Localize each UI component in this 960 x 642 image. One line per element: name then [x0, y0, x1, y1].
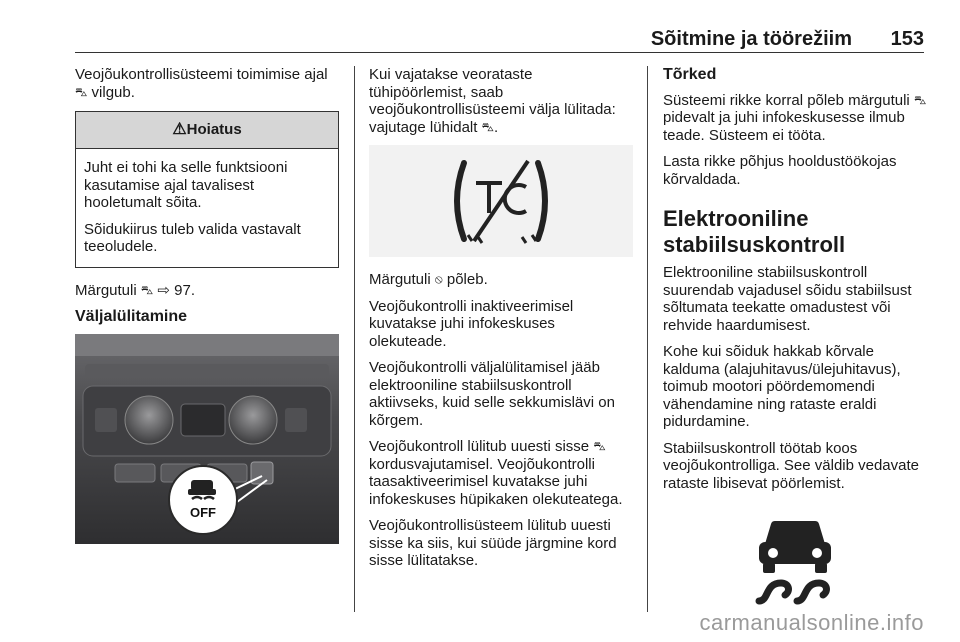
- section-title: Sõitmine ja töörežiim: [650, 28, 852, 50]
- arrow-crossref-icon: ⇨: [157, 281, 170, 299]
- skid-car-icon: [745, 509, 845, 609]
- column-1: [75, 66, 339, 544]
- skid-car-icon: ⛍: [481, 119, 494, 134]
- skid-car-icon: ⛍: [75, 84, 88, 99]
- paragraph: Veojõukontrolli väljalülitamisel jääb elektrooniline stabiilsuskontroll aktiivseks, kuid selle sekkumislävi on kõrgem.: [369, 359, 615, 429]
- column-divider: [647, 66, 648, 612]
- warning-header: [76, 112, 338, 149]
- page-number: 153: [890, 28, 924, 50]
- paragraph: Kohe kui sõiduk hakkab kõrvale kalduma (alajuhitavus/ülejuhitavus), toimub mootori pöördemomendi vähendamine ning rataste eraldi pidurdamine.: [663, 343, 901, 430]
- paragraph: Veojõukontroll lülitub uuesti sisse ⛍ kordusvajutamisel. Veojõukontrolli taasaktiveerimisel kuvatakse juhi infokeskuses hüpikaken olekuteatega.: [369, 438, 623, 508]
- warning-body: [76, 149, 338, 267]
- section-heading: Väljalülitamine: [75, 308, 188, 325]
- paragraph: Kui vajatakse veorataste tühipöörlemist, saab veojõukontrollisüsteemi välja lülitada: vajutage lühidalt ⛍.: [369, 66, 616, 136]
- paragraph: Veojõukontrolli inaktiveerimisel kuvatakse juhi infokeskuses olekuteade.: [369, 297, 574, 350]
- warning-box: [75, 111, 339, 268]
- skid-car-icon: ⛍: [913, 92, 927, 107]
- tc-off-symbol-image: [369, 145, 633, 257]
- paragraph: Elektrooniline stabiilsuskontroll suurendab vajadusel sõidu stabiilsust sõltumata teekatte omadustest või rehvide haardumisest.: [663, 264, 912, 334]
- column-divider: [354, 66, 355, 612]
- paragraph: Süsteemi rikke korral põleb märgutuli ⛍ pidevalt ja juhi infokeskusesse ilmub teade. Süsteem ei tööta.: [663, 91, 927, 144]
- page-header: [75, 22, 924, 53]
- dashboard-illustration: [75, 334, 339, 544]
- skid-car-icon: ⛍: [593, 439, 606, 453]
- esc-symbol-image: [663, 506, 927, 612]
- paragraph: Märgutuli ⛍ ⇨ 97.: [75, 281, 196, 299]
- tc-off-icon: ⦸: [434, 272, 443, 286]
- column-3: [663, 66, 927, 612]
- paragraph: Veojõukontrollisüsteem lülitub uuesti sisse ka siis, kui süüde järgmine kord sisse lülitatakse.: [369, 517, 617, 569]
- paragraph: Veojõukontrollisüsteemi toimimise ajal ⛍ vilgub.: [75, 66, 328, 101]
- paragraph: Stabiilsuskontroll töötab koos veojõukontrolliga. See väldib vedavate rataste libisevat pöörlemist.: [663, 439, 920, 492]
- section-heading: Tõrked: [663, 66, 717, 83]
- tc-off-icon: [446, 151, 556, 251]
- warning-paragraph: Juht ei tohi ka selle funktsiooni kasutamise ajal tavalisest hooletumalt sõita.: [84, 159, 288, 211]
- watermark: carmanualsonline.info: [699, 610, 924, 635]
- warning-title: Hoiatus: [186, 121, 242, 138]
- warning-triangle-icon: ⚠: [172, 121, 187, 138]
- dashboard-photo: [75, 334, 339, 544]
- svg-text:OFF: OFF: [190, 504, 216, 520]
- paragraph: Märgutuli ⦸ põleb.: [369, 271, 488, 288]
- section-heading-large: Elektrooniline stabiilsuskontroll: [663, 206, 846, 257]
- paragraph: Lasta rikke põhjus hooldustöökojas kõrvaldada.: [663, 153, 897, 188]
- warning-paragraph: Sõidukiirus tuleb valida vastavalt teeoludele.: [84, 220, 301, 255]
- skid-car-icon: ⛍: [140, 282, 154, 297]
- column-2: [369, 66, 633, 579]
